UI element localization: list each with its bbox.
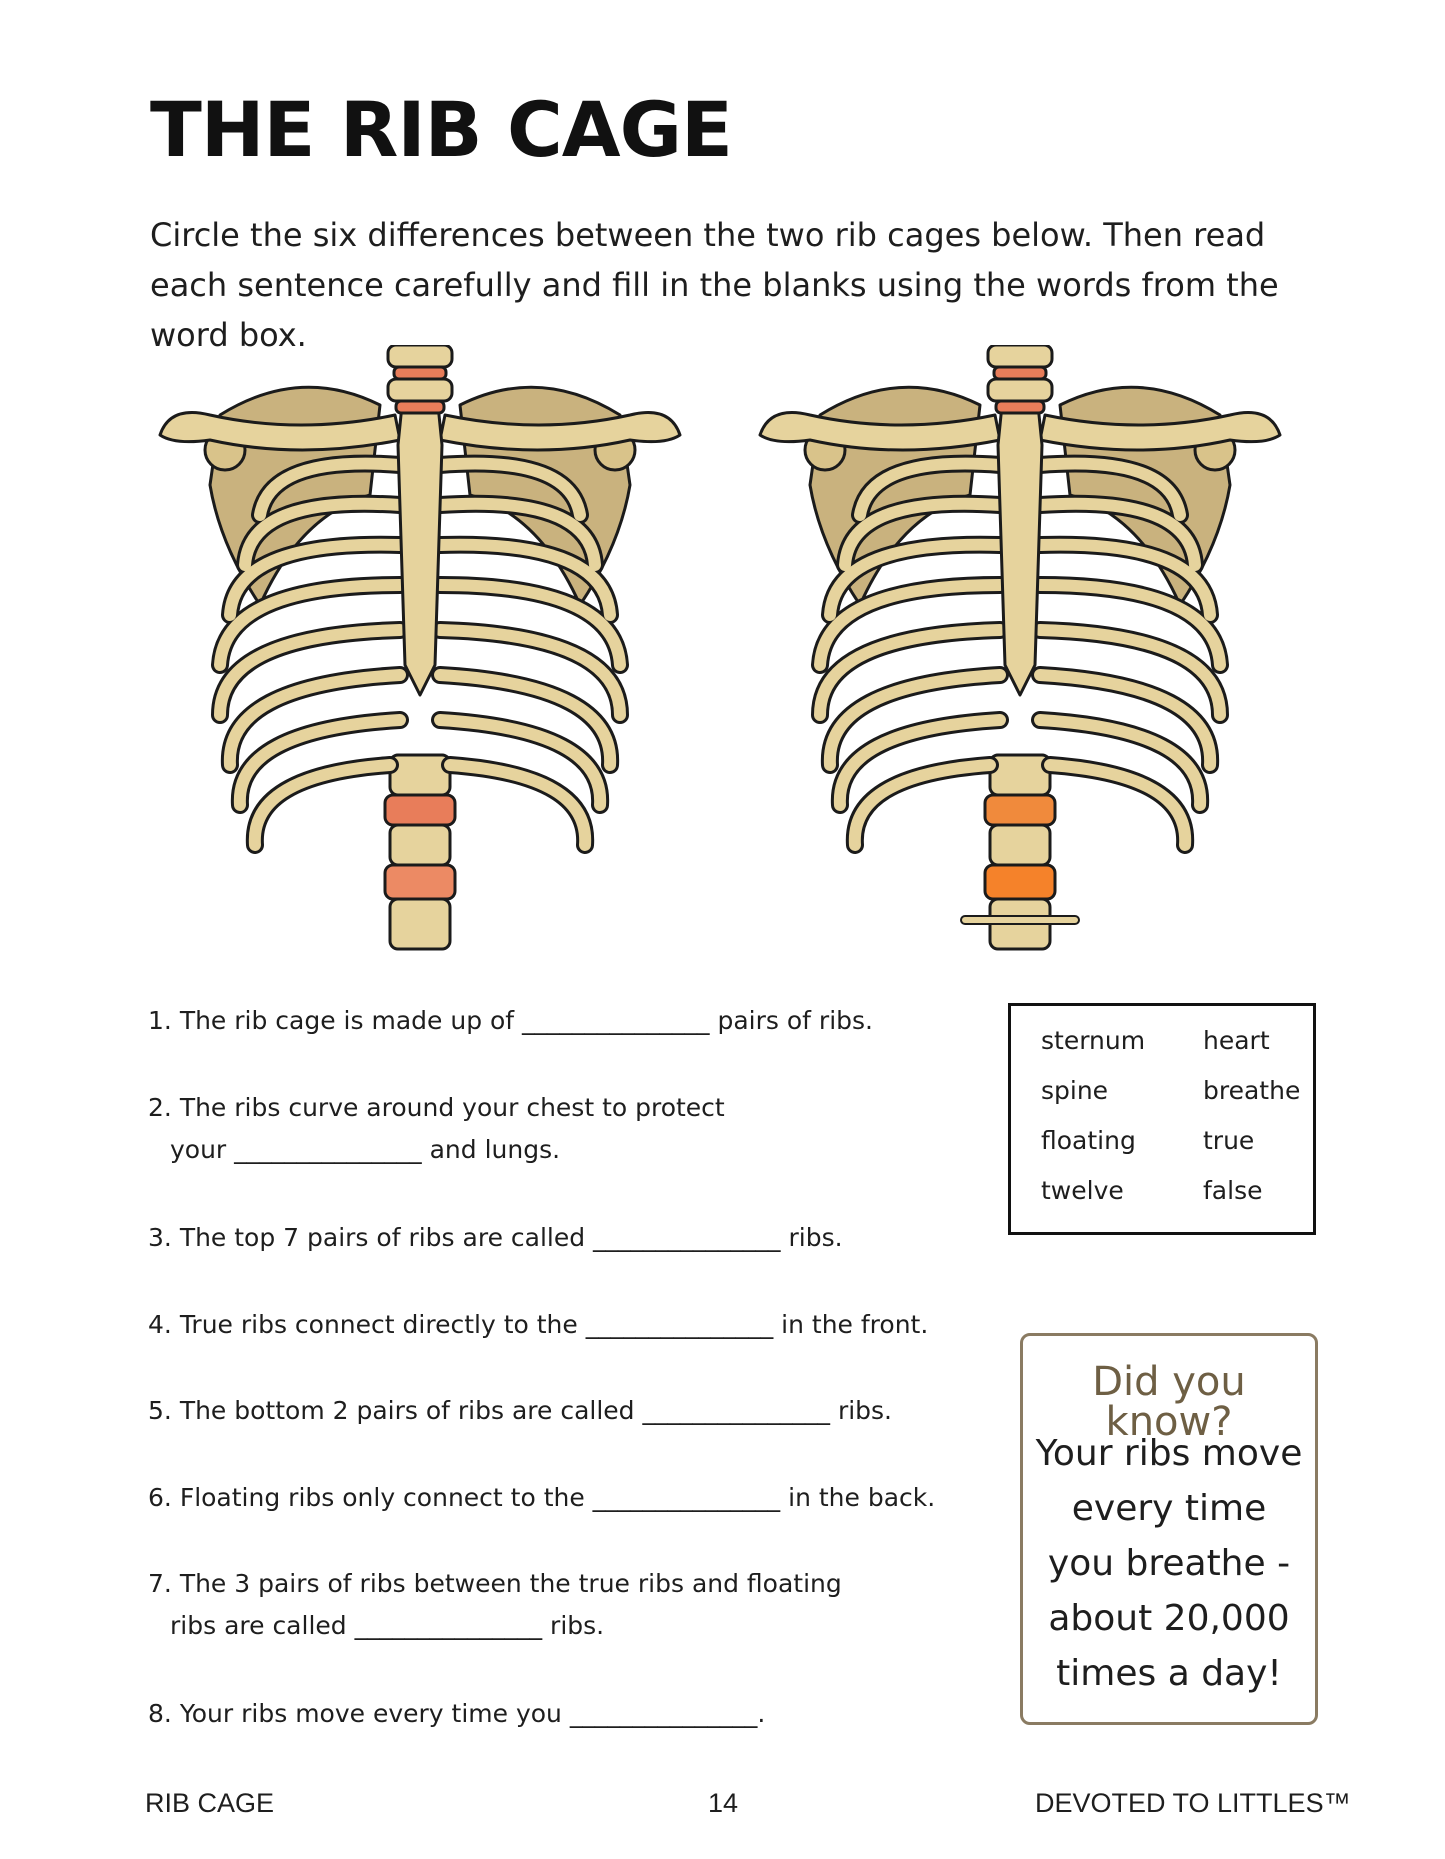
question-text: The bottom 2 pairs of ribs are called _______________ ribs. xyxy=(179,1396,893,1425)
question-text: The ribs curve around your chest to protect xyxy=(179,1093,725,1122)
question-text: Floating ribs only connect to the _______________ in the back. xyxy=(179,1483,936,1512)
question-number: 4. xyxy=(148,1310,172,1339)
question-text: Your ribs move every time you _______________. xyxy=(179,1699,766,1728)
footer-section-label: RIB CAGE xyxy=(145,1788,275,1818)
page-title: THE RIB CAGE xyxy=(150,85,732,174)
word-box-item: true xyxy=(1203,1126,1255,1155)
word-box xyxy=(1008,1003,1316,1235)
word-box-item: heart xyxy=(1203,1026,1270,1055)
instructions: Circle the six differences between the two rib cages below. Then read each sentence carefully and fill in the blanks using the words from the word box. xyxy=(150,216,1279,354)
word-box-item: breathe xyxy=(1203,1076,1301,1105)
question-number: 6. xyxy=(148,1483,172,1512)
question-4[interactable] xyxy=(148,1304,928,1346)
question-text-continued: your _______________ and lungs. xyxy=(170,1135,561,1164)
question-text: The rib cage is made up of _______________ pairs of ribs. xyxy=(179,1006,873,1035)
question-number: 3. xyxy=(148,1223,172,1252)
question-number: 5. xyxy=(148,1396,172,1425)
question-text-continued: ribs are called _______________ ribs. xyxy=(170,1611,605,1640)
question-number: 2. xyxy=(148,1093,172,1122)
rib-cage-illustrations xyxy=(150,345,1300,965)
question-2[interactable] xyxy=(148,1087,725,1171)
rib-cage-left-image[interactable] xyxy=(150,345,690,965)
word-box-item: false xyxy=(1203,1176,1263,1205)
did-you-know-box xyxy=(1020,1333,1318,1725)
question-number: 8. xyxy=(148,1699,172,1728)
question-8[interactable] xyxy=(148,1693,765,1735)
footer-brand: DEVOTED TO LITTLES™ xyxy=(1035,1788,1351,1818)
question-7[interactable] xyxy=(148,1563,842,1647)
question-text: True ribs connect directly to the _______________ in the front. xyxy=(179,1310,929,1339)
question-number: 1. xyxy=(148,1006,172,1035)
question-3[interactable] xyxy=(148,1217,843,1259)
word-box-item: spine xyxy=(1041,1076,1109,1105)
question-1[interactable] xyxy=(148,1000,873,1042)
question-number: 7. xyxy=(148,1569,172,1598)
question-text: The top 7 pairs of ribs are called _______________ ribs. xyxy=(179,1223,843,1252)
question-5[interactable] xyxy=(148,1390,892,1432)
word-box-item: sternum xyxy=(1041,1026,1146,1055)
fact-text: Your ribs move every time you breathe - about 20,000 times a day! xyxy=(1035,1433,1303,1694)
word-box-item: floating xyxy=(1041,1126,1136,1155)
footer-page-number: 14 xyxy=(708,1788,739,1818)
question-text: The 3 pairs of ribs between the true ribs and floating xyxy=(179,1569,842,1598)
question-6[interactable] xyxy=(148,1477,935,1519)
rib-cage-right-image[interactable] xyxy=(750,345,1290,965)
word-box-item: twelve xyxy=(1041,1176,1124,1205)
fact-title: Did you know? xyxy=(1092,1359,1246,1445)
